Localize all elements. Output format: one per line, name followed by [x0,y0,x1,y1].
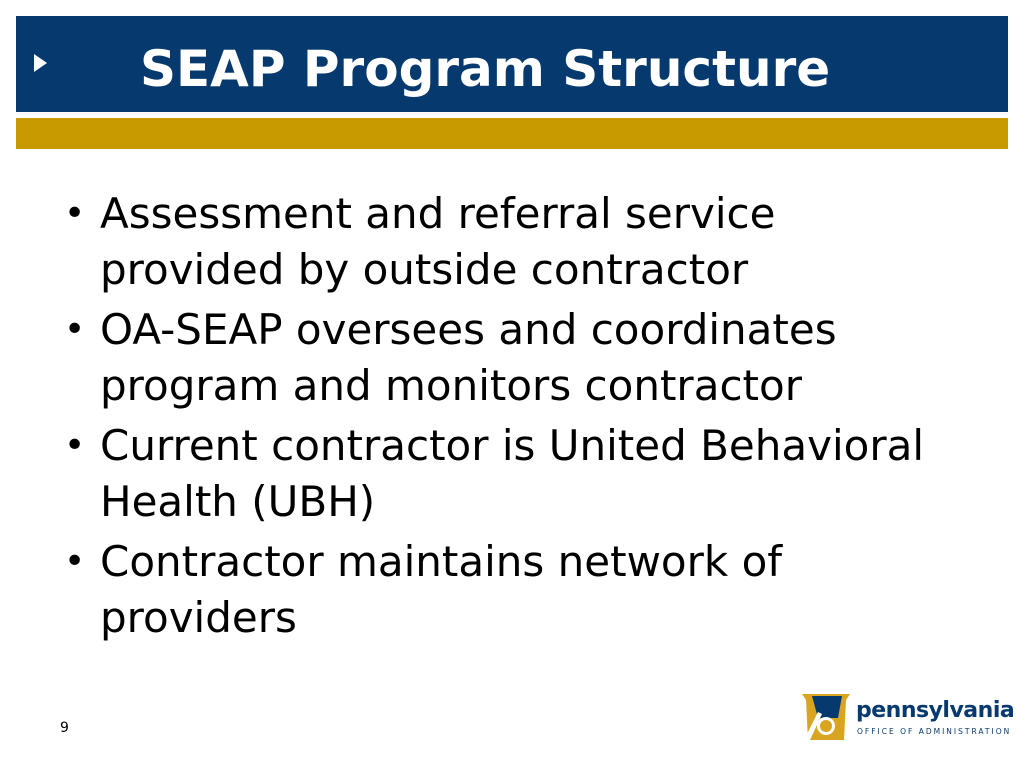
bullet-item [60,418,960,530]
page-number: 9 [60,720,69,736]
bullet-text: Assessment and referral service provided by outside contractor [100,189,776,294]
bullet-text: OA-SEAP oversees and coordinates program and monitors contractor [100,305,837,410]
pennsylvania-logo [798,690,1020,746]
title-arrow-icon [34,54,47,72]
title-bar [16,16,1008,112]
bullet-item [60,534,960,646]
bullet-item [60,302,960,414]
bullet-icon: • [64,309,86,350]
logo-subtitle: OFFICE OF ADMINISTRATION [857,727,1012,736]
pennsylvania-keystone-icon [798,690,854,746]
bullet-item [60,186,960,298]
bullet-text: Current contractor is United Behavioral Health (UBH) [100,421,925,526]
bullet-icon: • [64,193,86,234]
slide-title: SEAP Program Structure [140,40,831,98]
logo-name: pennsylvania [856,698,1015,723]
bullet-icon: • [64,541,86,582]
bullet-icon: • [64,425,86,466]
bullet-text: Contractor maintains network of providers [100,537,783,642]
accent-bar [16,118,1008,149]
bullet-list [60,186,960,650]
